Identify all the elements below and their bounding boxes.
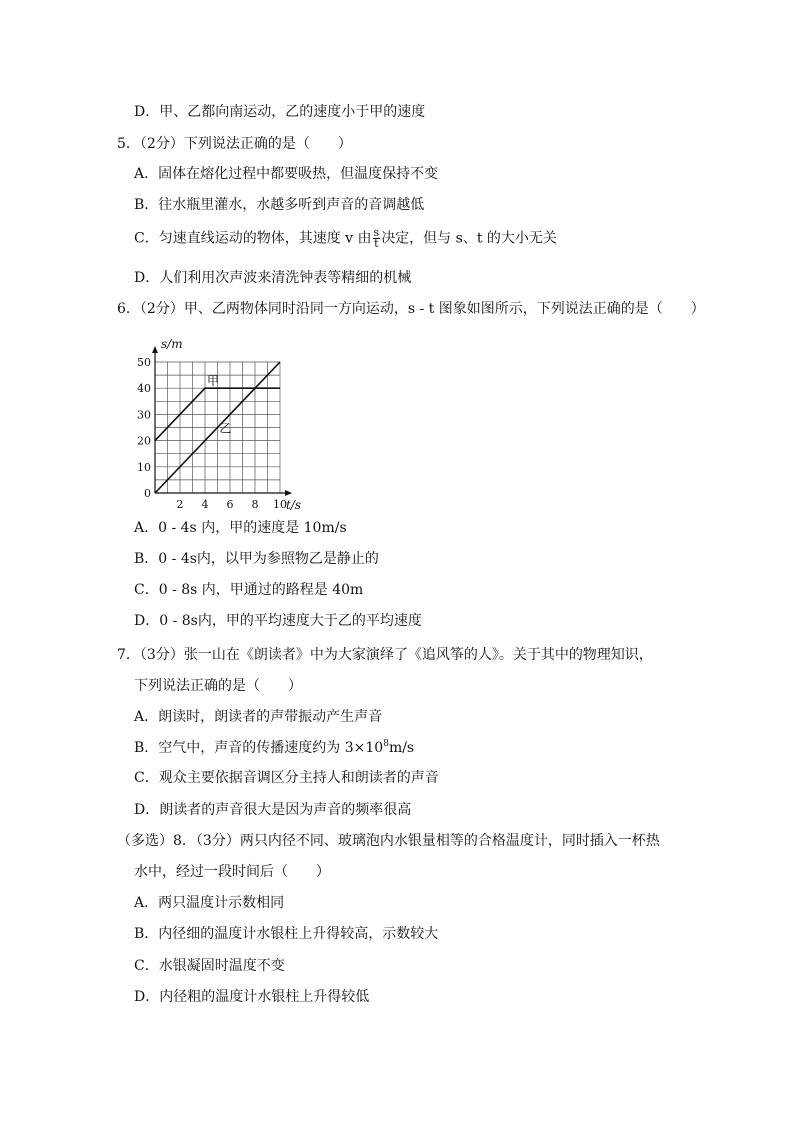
q8-option-d: D．内径粗的温度计水银柱上升得较低 — [134, 989, 370, 1005]
question-8-stem-line2: 水中，经过一段时间后（ ） — [134, 864, 330, 880]
x-tick-label: 8 — [251, 498, 259, 511]
q7-option-d: D．朗读者的声音很大是因为声音的频率很高 — [134, 802, 412, 818]
y-tick-label: 0 — [144, 487, 151, 500]
fraction-numerator: s — [373, 226, 380, 239]
q5c-text-pre: C．匀速直线运动的物体，其速度 v 由 — [134, 230, 372, 247]
q5-option-a: A．固体在熔化过程中都要吸热，但温度保持不变 — [134, 166, 439, 182]
x-axis-label: t/s — [286, 498, 302, 512]
q5c-text-post: 决定，但与 s、t 的大小无关 — [381, 230, 557, 247]
question-6-stem: 6．（2分）甲、乙两物体同时沿同一方向运动，s - t 图象如图所示，下列说法正确的是（ ） — [117, 301, 705, 317]
q7b-text-pre: B．空气中，声音的传播速度约为 3×10 — [134, 740, 384, 756]
x-tick-label: 2 — [176, 498, 184, 511]
y-tick-label: 20 — [137, 434, 151, 448]
q5-option-b: B．往水瓶里灌水，水越多听到声音的音调越低 — [134, 197, 425, 213]
series-annotation: 乙 — [219, 421, 232, 436]
x-tick-label: 4 — [201, 498, 209, 511]
x-axis-arrow — [285, 490, 292, 496]
q4-option-d: D．甲、乙都向南运动，乙的速度小于甲的速度 — [134, 104, 426, 120]
y-tick-label: 10 — [137, 460, 151, 474]
q6-option-b: B．0 - 4s内，以甲为参照物乙是静止的 — [134, 551, 379, 567]
question-5-stem: 5．（2分）下列说法正确的是（ ） — [117, 136, 352, 152]
question-7-stem-line1: 7．（3分）张一山在《朗读者》中为大家演绎了《追风筝的人》。关于其中的物理知识， — [117, 647, 653, 663]
fraction-denominator: t — [374, 237, 379, 250]
q8-option-b: B．内径细的温度计水银柱上升得较高，示数较大 — [134, 926, 439, 942]
q6-option-d: D．0 - 8s内，甲的平均速度大于乙的平均速度 — [134, 613, 422, 629]
q7-option-c: C．观众主要依据音调区分主持人和朗读者的声音 — [134, 770, 439, 786]
series-annotation: 甲 — [207, 374, 220, 389]
q7-option-a: A．朗读时，朗读者的声带振动产生声音 — [134, 709, 383, 725]
fraction-s-over-t — [373, 228, 381, 249]
q7-option-b — [134, 738, 414, 758]
y-axis-arrow — [152, 346, 158, 353]
y-tick-label: 50 — [137, 356, 151, 369]
question-8-stem-line1: （多选）8．（3分）两只内径不同、玻璃泡内水银量相等的合格温度计，同时插入一杯热 — [117, 833, 660, 849]
q7b-text-post: m/s — [388, 740, 415, 756]
q8-option-a: A．两只温度计示数相同 — [134, 895, 285, 911]
y-tick-label: 40 — [137, 382, 151, 396]
y-tick-label: 30 — [137, 408, 151, 422]
q6-option-a: A．0 - 4s 内，甲的速度是 10m/s — [134, 520, 347, 536]
q7b-exponent: 8 — [383, 739, 389, 749]
q8-option-c: C．水银凝固时温度不变 — [134, 958, 285, 974]
q6-option-c: C．0 - 8s 内，甲通过的路程是 40m — [134, 582, 364, 598]
q5-option-d: D．人们利用次声波来清洗钟表等精细的机械 — [134, 270, 412, 286]
x-tick-label: 10 — [273, 498, 287, 511]
q5-option-c — [134, 228, 557, 249]
y-axis-label: s/m — [161, 337, 183, 351]
question-7-stem-line2: 下列说法正确的是（ ） — [134, 678, 302, 694]
s-t-chart — [137, 322, 320, 518]
x-tick-label: 6 — [226, 498, 234, 511]
